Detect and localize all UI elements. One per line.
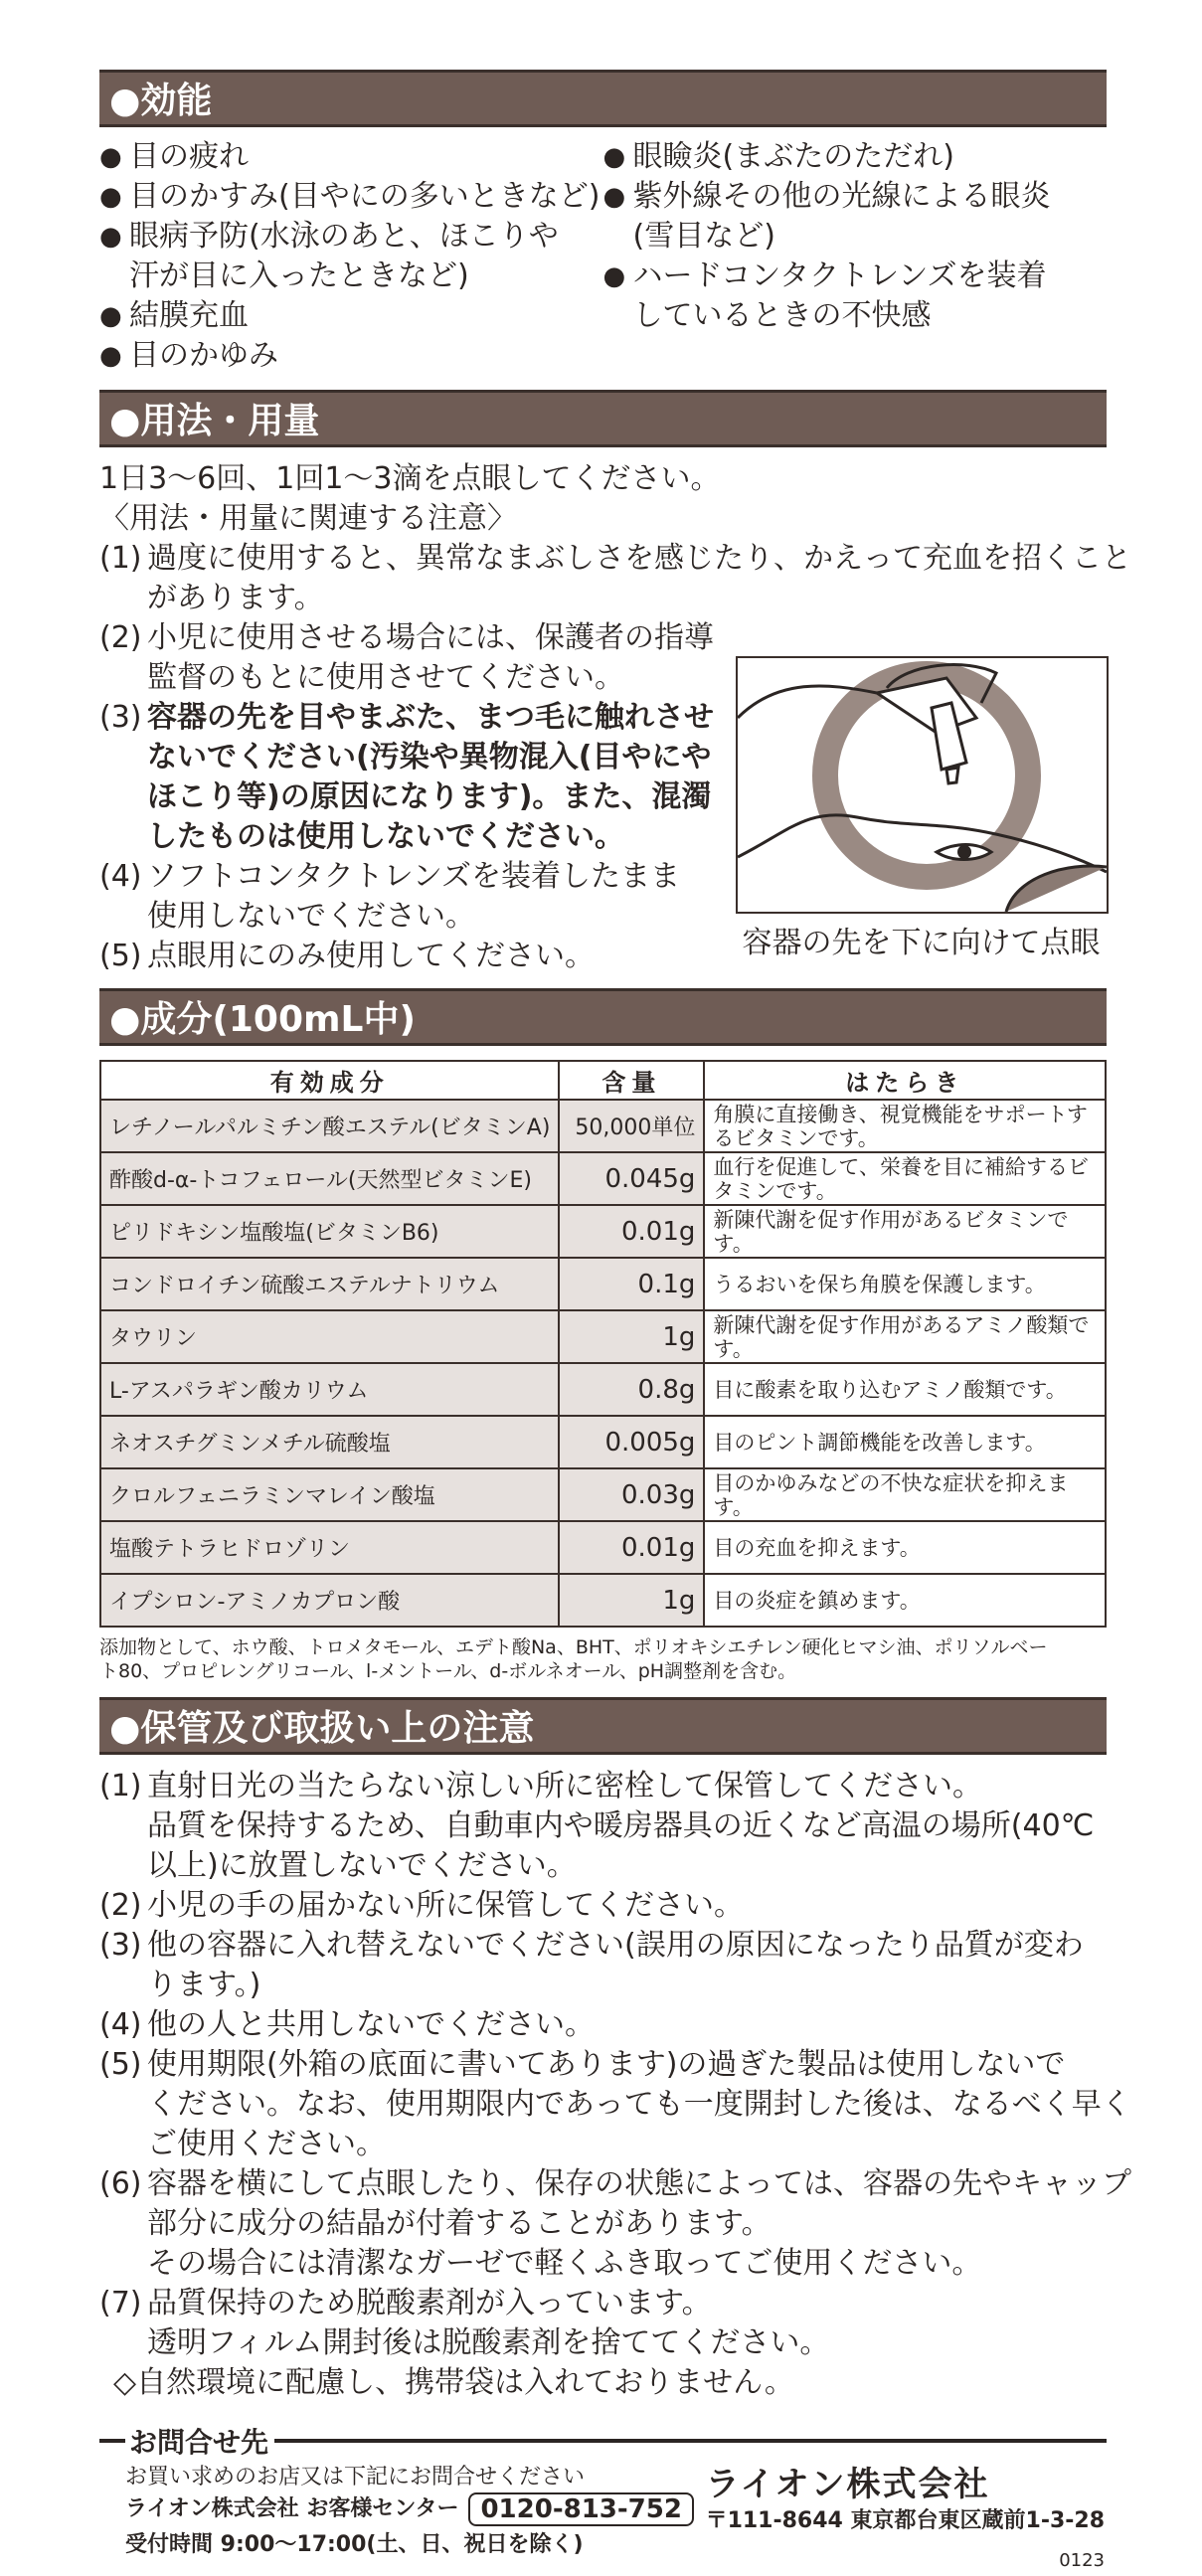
usage-note: 点眼用にのみ使用してください。 bbox=[147, 939, 595, 973]
item-number bbox=[99, 2125, 147, 2164]
ingredient-name: イプシロン-アミノカプロン酸 bbox=[100, 1574, 559, 1627]
ingredient-name: 酢酸d-α-トコフェロール(天然型ビタミンE) bbox=[100, 1152, 559, 1205]
divider bbox=[99, 2439, 125, 2443]
item-number: (4) bbox=[99, 2007, 142, 2042]
ingredient-function: 目の炎症を鎮めます。 bbox=[704, 1574, 1106, 1627]
item-number: (5) bbox=[99, 2047, 142, 2082]
column-header-ingredient: 有効成分 bbox=[100, 1061, 559, 1100]
ingredient-name: レチノールパルミチン酸エステル(ビタミンA) bbox=[100, 1100, 559, 1152]
storage-line: その場合には清潔なガーゼで軽くふき取ってご使用ください。 bbox=[147, 2246, 982, 2281]
contact-title: お問合せ先 bbox=[129, 2426, 269, 2459]
storage-line: 部分に成分の結晶が付着することがあります。 bbox=[147, 2206, 772, 2241]
ingredient-amount: 1g bbox=[559, 1574, 704, 1627]
additives-line: ト80、プロピレングリコール、l-メントール、d-ボルネオール、pH調整剤を含む。 bbox=[99, 1660, 797, 1682]
efficacy-item: 眼瞼炎(まぶたのただれ) bbox=[632, 139, 954, 174]
usage-note-bold: ほこり等)の原因になります)。また、混濁 bbox=[147, 779, 712, 814]
efficacy-right-column: ● 眼瞼炎(まぶたのただれ) ● 紫外線その他の光線による眼炎 (雪目など) ● ハードコンタクトレンズを装着 しているときの不快感 bbox=[603, 137, 1108, 376]
eyedrop-drawing-icon bbox=[738, 658, 1107, 912]
usage-note: 使用しないでください。 bbox=[147, 899, 475, 934]
leaflet bbox=[99, 70, 1131, 2576]
storage-line: 他の人と共用しないでください。 bbox=[147, 2007, 595, 2042]
item-number bbox=[99, 1806, 147, 1846]
efficacy-item: 目のかすみ(目やにの多いときなど) bbox=[129, 179, 601, 214]
ingredients-header: ●成分(100mL中) bbox=[99, 988, 1107, 1046]
ingredients-table bbox=[99, 1060, 1107, 1628]
ingredient-amount: 0.1g bbox=[559, 1258, 704, 1310]
usage-note: 過度に使用すると、異常なまぶしさを感じたり、かえって充血を招くこと bbox=[147, 541, 1131, 576]
usage-notes-heading: 〈用法・用量に関連する注意〉 bbox=[99, 501, 517, 536]
ingredient-function: 目のかゆみなどの不快な症状を抑えます。 bbox=[704, 1468, 1106, 1521]
ingredient-amount: 0.005g bbox=[559, 1416, 704, 1468]
item-number bbox=[99, 2085, 147, 2125]
ingredient-function: 角膜に直接働き、視覚機能をサポートするビタミンです。 bbox=[704, 1100, 1106, 1152]
efficacy-item: 目の疲れ bbox=[129, 139, 249, 174]
item-number: (7) bbox=[99, 2286, 142, 2320]
table-row bbox=[100, 1416, 1106, 1468]
ingredient-function: 目の充血を抑えます。 bbox=[704, 1521, 1106, 1574]
efficacy-item: ハードコンタクトレンズを装着 bbox=[632, 258, 1047, 293]
company-address: 〒111-8644 東京都台東区蔵前1-3-28 bbox=[705, 2508, 1105, 2533]
storage-line: 品質を保持するため、自動車内や暖房器具の近くなど高温の場所(40℃ bbox=[147, 1808, 1095, 1843]
storage-line: 品質保持のため脱酸素剤が入っています。 bbox=[147, 2286, 712, 2320]
ingredient-amount: 0.03g bbox=[559, 1468, 704, 1521]
ingredient-name: タウリン bbox=[100, 1310, 559, 1363]
efficacy-header: ●効能 bbox=[99, 70, 1107, 127]
table-row bbox=[100, 1574, 1106, 1627]
efficacy-item: (雪目など) bbox=[632, 219, 775, 254]
item-number: (5) bbox=[99, 939, 142, 973]
ingredient-name: クロルフェニラミンマレイン酸塩 bbox=[100, 1468, 559, 1521]
additives-line: 添加物として、ホウ酸、トロメタモール、エデト酸Na、BHT、ポリオキシエチレン硬化ヒマシ油、ポリソルベー bbox=[99, 1636, 1048, 1658]
efficacy-left-column: ● 目の疲れ ● 目のかすみ(目やにの多いときなど) ● 眼病予防(水泳のあと、ほこりや 汗が目に入ったときなど) ● 結膜充血 ● 目のかゆみ bbox=[99, 137, 603, 376]
column-header-function: はたらき bbox=[704, 1061, 1106, 1100]
phone-number[interactable]: 0120-813-752 bbox=[468, 2492, 694, 2526]
storage-line: 直射日光の当たらない涼しい所に密栓して保管してください。 bbox=[147, 1769, 982, 1803]
storage-line: ります。) bbox=[147, 1968, 261, 2002]
item-number: (2) bbox=[99, 620, 142, 655]
illustration-caption: 容器の先を下に向けて点眼 bbox=[742, 926, 1101, 960]
efficacy-item: 汗が目に入ったときなど) bbox=[129, 258, 469, 293]
ingredient-amount: 0.045g bbox=[559, 1152, 704, 1205]
usage-note: 監督のもとに使用させてください。 bbox=[147, 660, 624, 695]
table-row bbox=[100, 1100, 1106, 1152]
usage-note: ソフトコンタクトレンズを装着したまま bbox=[147, 859, 680, 894]
storage-line: ご使用ください。 bbox=[147, 2127, 386, 2161]
ingredient-name: L-アスパラギン酸カリウム bbox=[100, 1363, 559, 1416]
storage-line: 小児の手の届かない所に保管してください。 bbox=[147, 1888, 744, 1923]
usage-section bbox=[99, 459, 1131, 976]
customer-center: ライオン株式会社 お客様センター bbox=[125, 2496, 459, 2521]
ingredient-function: 血行を促進して、栄養を目に補給するビタミンです。 bbox=[704, 1152, 1106, 1205]
storage-line: 透明フィルム開封後は脱酸素剤を捨ててください。 bbox=[147, 2325, 830, 2360]
column-header-amount: 含量 bbox=[559, 1061, 704, 1100]
company-name: ライオン株式会社 bbox=[705, 2465, 990, 2504]
divider bbox=[274, 2439, 1107, 2443]
ingredient-function: 新陳代謝を促す作用があるビタミンです。 bbox=[704, 1205, 1106, 1258]
usage-note: 小児に使用させる場合には、保護者の指導 bbox=[147, 620, 714, 655]
storage-line: 容器を横にして点眼したり、保存の状態によっては、容器の先やキャップ bbox=[147, 2166, 1131, 2201]
item-number bbox=[99, 2323, 147, 2363]
usage-header: ●用法・用量 bbox=[99, 390, 1107, 447]
table-row bbox=[100, 1468, 1106, 1521]
table-row bbox=[100, 1521, 1106, 1574]
item-number: (1) bbox=[99, 1769, 142, 1803]
table-header-row bbox=[100, 1061, 1106, 1100]
usage-note-bold: 容器の先を目やまぶた、まつ毛に触れさせ bbox=[147, 700, 714, 735]
eyedrop-figure-frame bbox=[736, 656, 1109, 914]
business-hours: 受付時間 9:00〜17:00(土、日、祝日を除く) bbox=[125, 2532, 584, 2557]
contact-block bbox=[99, 2463, 1107, 2576]
storage-line: 他の容器に入れ替えないでください(誤用の原因になったり品質が変わ bbox=[147, 1928, 1084, 1963]
efficacy-item: 目のかゆみ bbox=[129, 338, 278, 373]
usage-note-bold: したものは使用しないでください。 bbox=[147, 819, 624, 854]
storage-line: 使用期限(外箱の底面に書いてあります)の過ぎた製品は使用しないで bbox=[147, 2047, 1066, 2082]
table-row bbox=[100, 1363, 1106, 1416]
contact-instruction: お買い求めのお店又は下記にお問合せください bbox=[125, 2465, 586, 2490]
item-number: (1) bbox=[99, 541, 142, 576]
ingredient-name: コンドロイチン硫酸エステルナトリウム bbox=[100, 1258, 559, 1310]
table-row bbox=[100, 1258, 1106, 1310]
contact-header bbox=[99, 2421, 1107, 2461]
eyedrop-illustration bbox=[736, 656, 1107, 961]
ingredient-function: 目のピント調節機能を改善します。 bbox=[704, 1416, 1106, 1468]
efficacy-item: 紫外線その他の光線による眼炎 bbox=[632, 179, 1051, 214]
usage-note-bold: ないでください(汚染や異物混入(目やにや bbox=[147, 740, 712, 774]
storage-header: ●保管及び取扱い上の注意 bbox=[99, 1697, 1107, 1755]
ingredient-function: 新陳代謝を促す作用があるアミノ酸類です。 bbox=[704, 1310, 1106, 1363]
item-number bbox=[99, 1966, 147, 2005]
ingredient-amount: 0.8g bbox=[559, 1363, 704, 1416]
item-number: (6) bbox=[99, 2166, 142, 2201]
ingredient-name: ネオスチグミンメチル硫酸塩 bbox=[100, 1416, 559, 1468]
ingredient-amount: 1g bbox=[559, 1310, 704, 1363]
ingredient-amount: 0.01g bbox=[559, 1521, 704, 1574]
environment-note: ◇自然環境に配慮し、携帯袋は入れておりません。 bbox=[113, 2365, 794, 2400]
item-number bbox=[99, 1846, 147, 1886]
table-row bbox=[100, 1310, 1106, 1363]
usage-note: があります。 bbox=[147, 581, 324, 615]
ingredient-amount: 0.01g bbox=[559, 1205, 704, 1258]
item-number: (2) bbox=[99, 1888, 142, 1923]
ingredient-function: うるおいを保ち角膜を保護します。 bbox=[704, 1258, 1106, 1310]
item-number bbox=[99, 2244, 147, 2284]
table-row bbox=[100, 1152, 1106, 1205]
table-row bbox=[100, 1205, 1106, 1258]
ingredient-amount: 50,000単位 bbox=[559, 1100, 704, 1152]
item-number: (3) bbox=[99, 1928, 142, 1963]
efficacy-item: 眼病予防(水泳のあと、ほこりや bbox=[129, 219, 559, 254]
storage-line: 以上)に放置しないでください。 bbox=[147, 1848, 577, 1883]
ingredient-function: 目に酸素を取り込むアミノ酸類です。 bbox=[704, 1363, 1106, 1416]
item-number bbox=[99, 2204, 147, 2244]
ingredient-name: 塩酸テトラヒドロゾリン bbox=[100, 1521, 559, 1574]
additives-note bbox=[99, 1635, 1107, 1683]
storage-list bbox=[99, 1767, 1131, 2403]
item-number: (3) bbox=[99, 700, 142, 735]
efficacy-item: 結膜充血 bbox=[129, 298, 249, 333]
item-number: (4) bbox=[99, 859, 142, 894]
storage-line: ください。なお、使用期限内であっても一度開封した後は、なるべく早く bbox=[147, 2087, 1131, 2122]
efficacy-list bbox=[99, 137, 1107, 376]
efficacy-item: しているときの不快感 bbox=[632, 298, 932, 333]
usage-dosage: 1日3〜6回、1回1〜3滴を点眼してください。 bbox=[99, 461, 721, 496]
document-code: 0123 bbox=[1059, 2550, 1105, 2571]
ingredient-name: ピリドキシン塩酸塩(ビタミンB6) bbox=[100, 1205, 559, 1258]
